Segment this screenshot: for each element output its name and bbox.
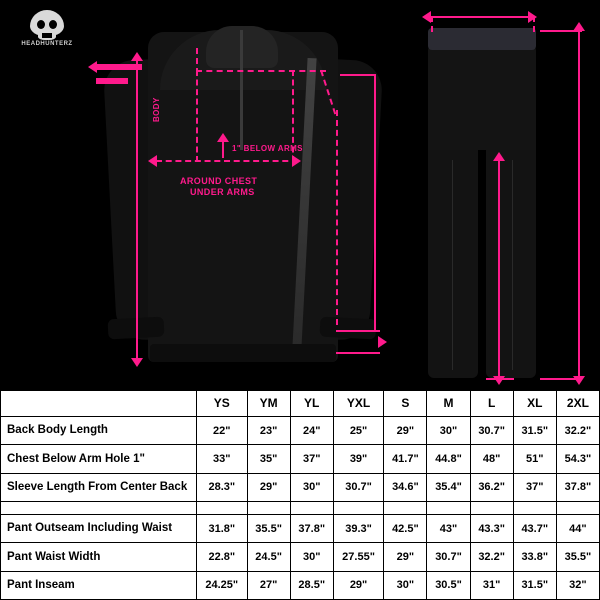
cell: 30" [290,543,333,571]
cell: 39.3" [333,514,384,542]
cell: 27.55" [333,543,384,571]
cell: 28.3" [197,473,248,501]
chest-arrow-left [148,155,157,167]
pant-outseam-top-tick [540,30,582,32]
cell: 31.5" [513,571,556,599]
pant-outseam-bottom-tick [540,378,582,380]
spacer-cell [556,502,599,515]
cell: 30.7" [470,417,513,445]
table-corner-cell [1,391,197,417]
jacket-right-outline [374,74,376,330]
sleeve-length-dash-down [336,110,338,325]
cell: 43.3" [470,514,513,542]
cell: 31.5" [513,417,556,445]
cell: 30.7" [333,473,384,501]
cell: 37" [513,473,556,501]
table-header-row [1,391,600,417]
row-label-pant-outseam: Pant Outseam Including Waist [1,514,197,542]
cell: 35.5" [556,543,599,571]
cell: 51" [513,445,556,473]
size-header-xl: XL [513,391,556,417]
cell: 44" [556,514,599,542]
size-header-s: S [384,391,427,417]
sleeve-indicator-arrow [88,61,97,73]
cell: 30" [427,417,470,445]
cell: 42.5" [384,514,427,542]
table-row [1,514,600,542]
sleeve-cuff-line [336,330,380,332]
chest-measure-line [156,160,298,162]
cell: 24.5" [247,543,290,571]
sleeve-indicator-bar-2 [96,78,128,84]
pant-inseam-bottom-tick [486,378,514,380]
skull-jaw-icon [38,32,56,40]
cell: 48" [470,445,513,473]
pant-left-leg [428,150,478,378]
cell: 32.2" [556,417,599,445]
row-label-back-body-length: Back Body Length [1,417,197,445]
cell: 29" [333,571,384,599]
table-spacer-row [1,502,600,515]
spacer-cell [384,502,427,515]
body-length-arrow-bottom [131,358,143,367]
pant-outseam-line [578,30,580,378]
spacer-cell [470,502,513,515]
spacer-cell [197,502,248,515]
row-label-pant-waist-width: Pant Waist Width [1,543,197,571]
row-label-sleeve-length: Sleeve Length From Center Back [1,473,197,501]
size-chart-table [0,390,600,600]
pant-waist-arrow-left [422,11,431,23]
below-arms-tick [222,140,224,158]
label-around-chest: AROUND CHEST [180,176,258,186]
pant-waistband [428,28,536,50]
table-row [1,571,600,599]
jacket-right-cuff [320,317,377,340]
sleeve-cuff-line-2 [336,352,380,354]
cell: 34.6" [384,473,427,501]
table-row [1,473,600,501]
jacket-right-outline-top [340,74,376,76]
cell: 33.8" [513,543,556,571]
cell: 43" [427,514,470,542]
pant-left-crease [452,160,453,370]
cell: 41.7" [384,445,427,473]
table-row [1,445,600,473]
row-label-chest-below-arm-hole: Chest Below Arm Hole 1" [1,445,197,473]
jacket-zipper [240,30,243,150]
cell: 43.7" [513,514,556,542]
pant-right-leg [486,150,536,378]
pant-hip [428,46,536,156]
cell: 29" [247,473,290,501]
cell: 37" [290,445,333,473]
table-row [1,417,600,445]
pant-inseam-arrow-top [493,152,505,161]
sleeve-indicator-bar [96,64,142,70]
sleeve-length-dash-shoulder [196,70,326,72]
pant-inseam-line [498,160,500,378]
size-header-ym: YM [247,391,290,417]
body-length-arrow-top [131,52,143,61]
cell: 25" [333,417,384,445]
cell: 22" [197,417,248,445]
cell: 22.8" [197,543,248,571]
cell: 23" [247,417,290,445]
pant-waist-tick-left [431,16,433,32]
brand-name: HEADHUNTERZ [21,41,73,47]
sleeve-arrow-right [378,336,387,348]
cell: 31.8" [197,514,248,542]
pant-waist-line [430,16,534,18]
cell: 35" [247,445,290,473]
cell: 29" [384,417,427,445]
label-below-arms: 1" BELOW ARMS [232,144,303,153]
body-length-line [136,60,138,360]
cell: 54.3" [556,445,599,473]
size-header-l: L [470,391,513,417]
cell: 31" [470,571,513,599]
cell: 28.5" [290,571,333,599]
size-header-m: M [427,391,470,417]
brand-logo [12,10,82,58]
table-row [1,543,600,571]
cell: 29" [384,543,427,571]
pant-waist-tick-right [533,16,535,32]
size-header-yxl: YXL [333,391,384,417]
pant-right-crease [512,160,513,370]
spacer-cell [427,502,470,515]
cell: 36.2" [470,473,513,501]
cell: 33" [197,445,248,473]
jacket-hem [150,344,336,362]
chest-right-guide [292,70,294,162]
pant-inseam-gap [478,150,486,378]
cell: 39" [333,445,384,473]
size-header-ys: YS [197,391,248,417]
below-arms-arrow [217,133,229,142]
cell: 35.4" [427,473,470,501]
cell: 44.8" [427,445,470,473]
cell: 24.25" [197,571,248,599]
spacer-cell [247,502,290,515]
size-header-2xl: 2XL [556,391,599,417]
spacer-cell [290,502,333,515]
spacer-cell [513,502,556,515]
cell: 27" [247,571,290,599]
chest-left-guide [196,70,198,162]
row-label-pant-inseam: Pant Inseam [1,571,197,599]
cell: 30.7" [427,543,470,571]
cell: 30" [290,473,333,501]
label-under-arms: UNDER ARMS [190,187,255,197]
spacer-cell [1,502,197,515]
cell: 32.2" [470,543,513,571]
cell: 24" [290,417,333,445]
cell: 30" [384,571,427,599]
cell: 35.5" [247,514,290,542]
cell: 37.8" [556,473,599,501]
cell: 30.5" [427,571,470,599]
size-header-yl: YL [290,391,333,417]
cell: 37.8" [290,514,333,542]
label-body: BODY [152,97,161,122]
spacer-cell [333,502,384,515]
cell: 32" [556,571,599,599]
